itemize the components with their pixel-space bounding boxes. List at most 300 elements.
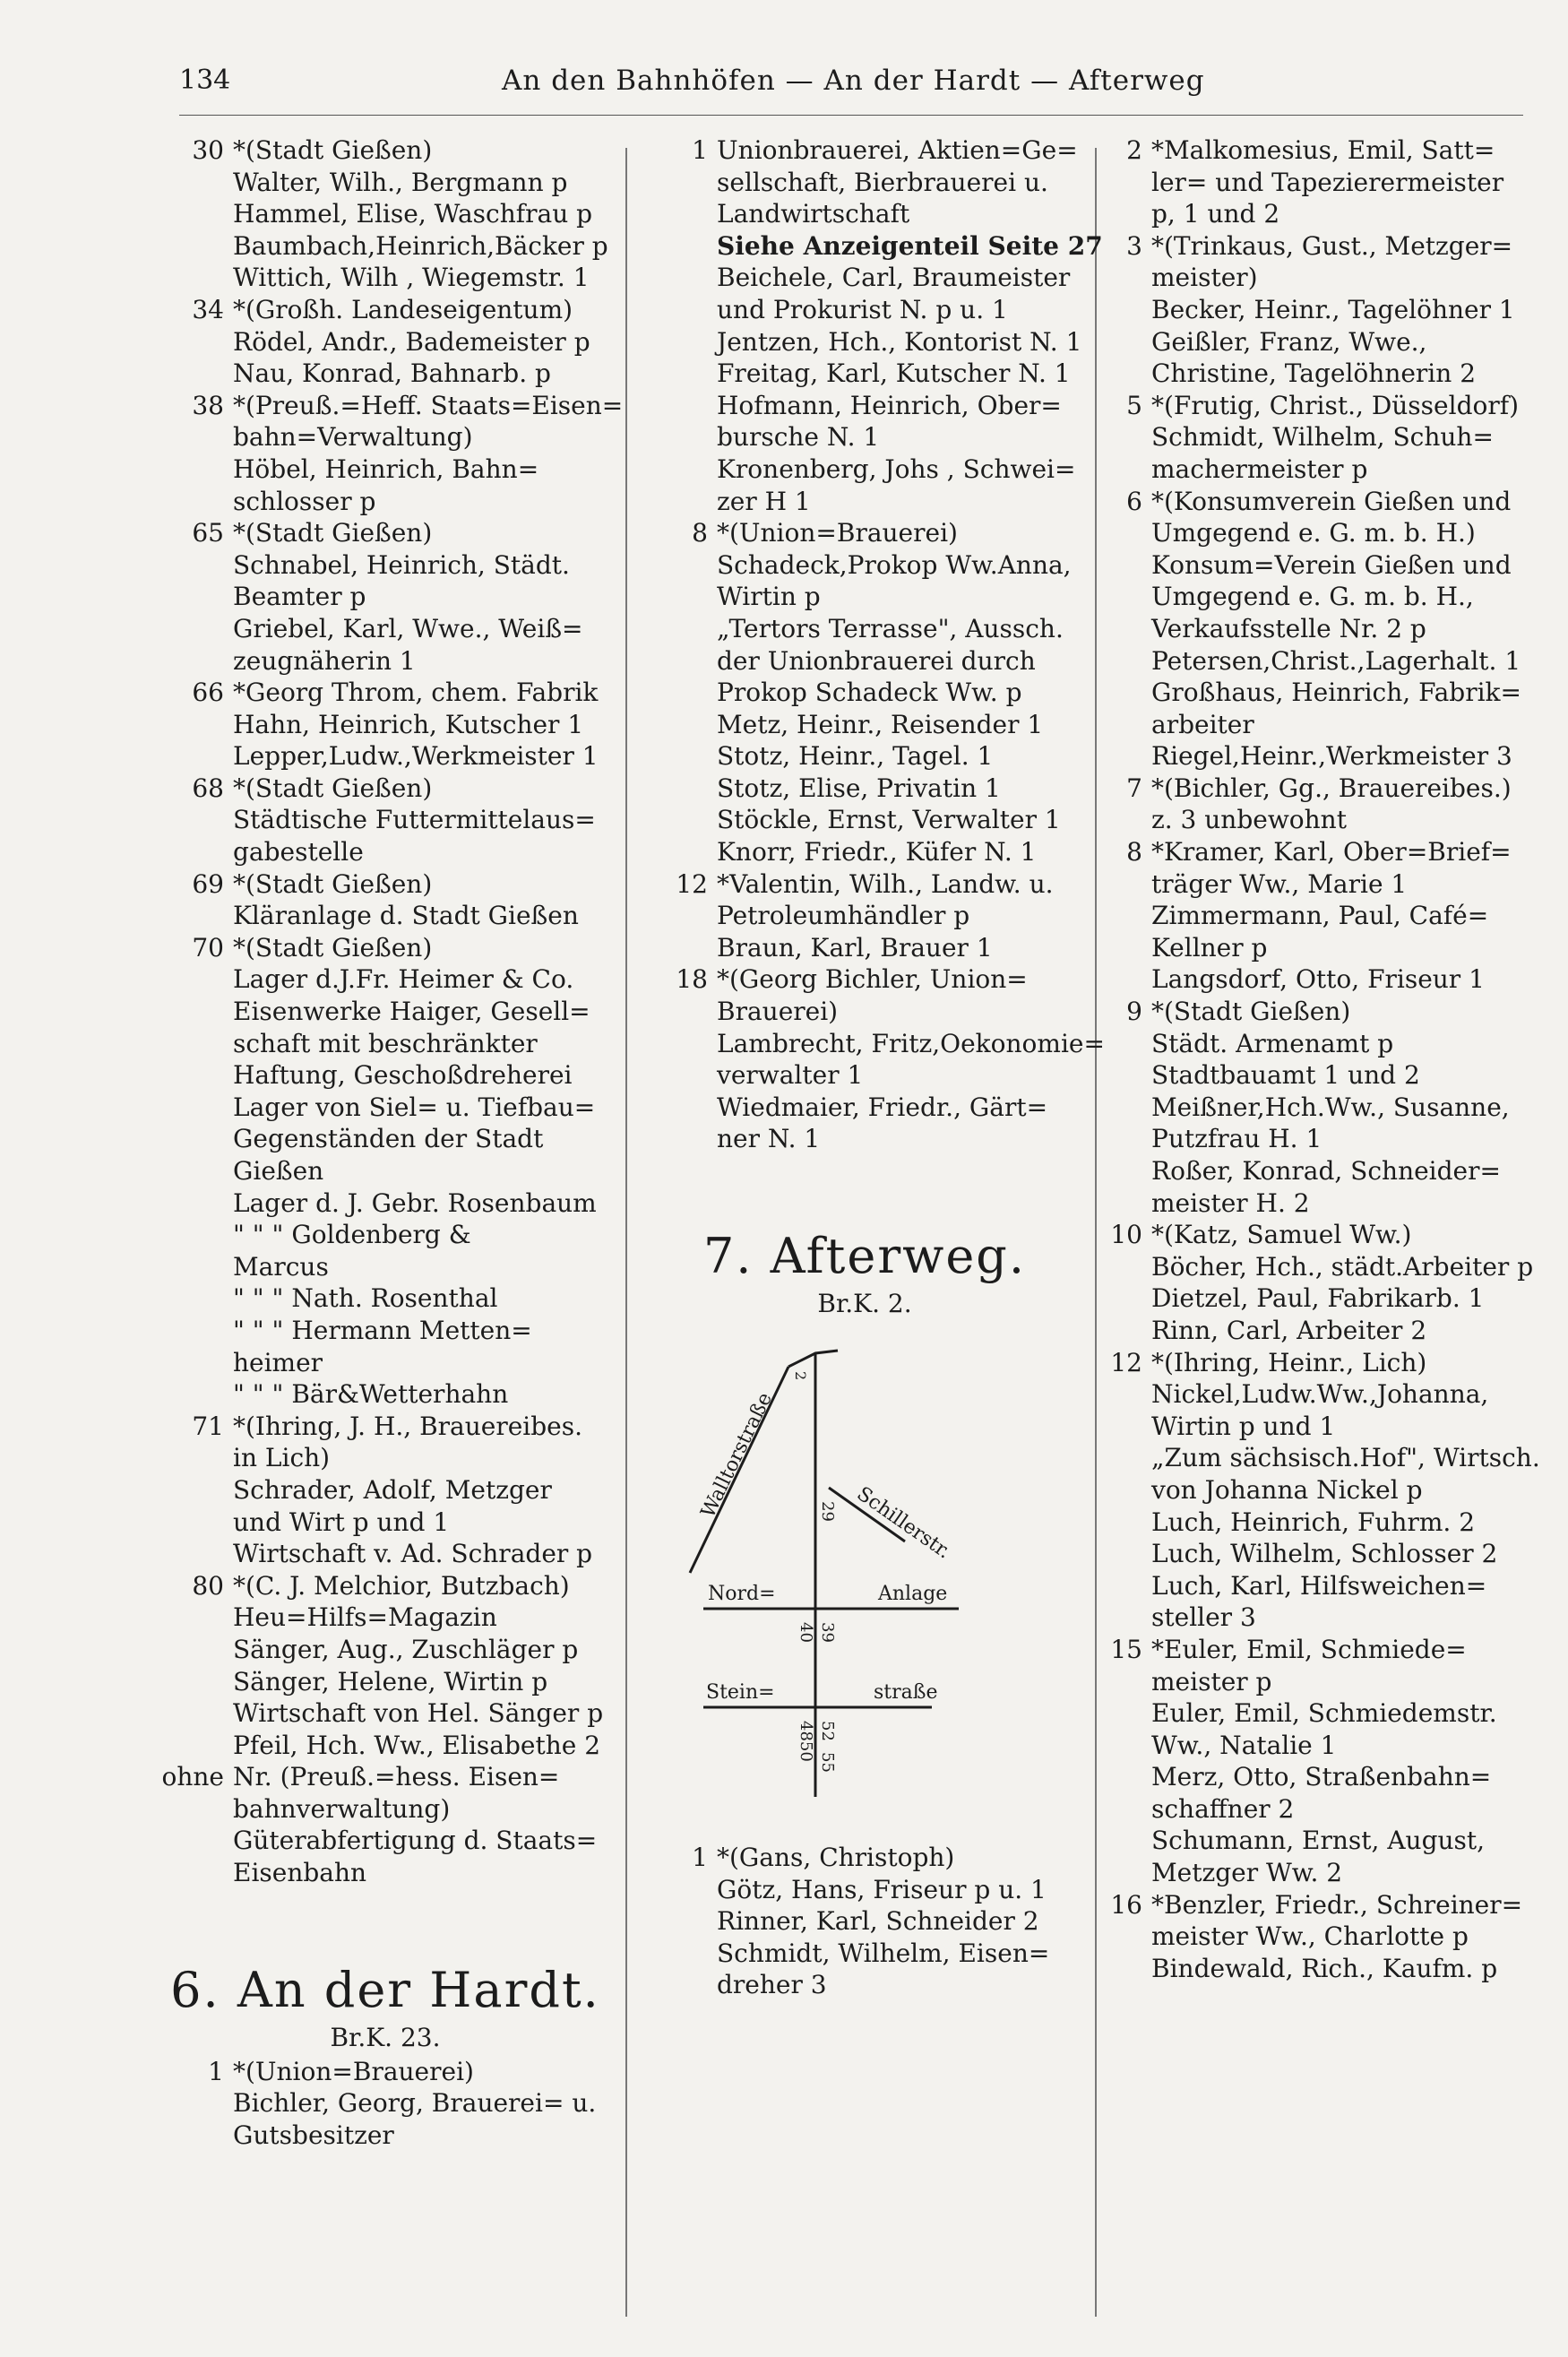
entry-line (641, 1874, 1089, 1906)
entry-text: verwalter 1 (717, 1060, 864, 1091)
entry-text: Knorr, Friedr., Küfer N. 1 (717, 837, 1037, 868)
entry-text: *(Union=Brauerei) (233, 2056, 474, 2086)
entry-line (157, 1219, 614, 1251)
entry-text: *(Ihring, Heinr., Lich) (1151, 1347, 1427, 1377)
entry-line (157, 1187, 614, 1220)
entry-line (1075, 1059, 1541, 1092)
entry-text: *(Preuß.=Heff. Staats=Eisen= (233, 390, 624, 420)
house-number: 18 (676, 964, 708, 995)
entry-line (1075, 1028, 1541, 1060)
entry-line (157, 1155, 614, 1187)
map-number-2: 2 (792, 1371, 809, 1381)
entry-text: Beichele, Carl, Braumeister (717, 263, 1071, 293)
house-number: 8 (1126, 837, 1142, 868)
entry-line (157, 421, 614, 453)
entry-text: Stotz, Heinr., Tagel. 1 (717, 741, 994, 772)
entry-line (157, 2056, 614, 2088)
entry-line (1075, 1634, 1541, 1666)
entry-text: Rödel, Andr., Bademeister p (233, 326, 590, 357)
house-number: 34 (192, 294, 224, 324)
house-number: 68 (192, 773, 224, 803)
entry-line (157, 1059, 614, 1092)
entry-text: Schadeck,Prokop Ww.Anna, (717, 549, 1072, 580)
entry-line (641, 517, 1089, 549)
section-6-subtitle: Br.K. 23. (330, 2022, 441, 2052)
entry-line (1075, 390, 1541, 422)
entry-line (641, 167, 1089, 199)
entry-text: Hammel, Elise, Waschfrau p (233, 199, 593, 229)
entry-line (1075, 1889, 1541, 1921)
entry-text: Städtische Futtermittelaus= (233, 805, 596, 835)
entry-text: Gießen (233, 1156, 324, 1186)
entry-line (1075, 230, 1541, 263)
entry-line (157, 1347, 614, 1379)
entry-line (157, 1282, 614, 1315)
entry-text: Walter, Wilh., Bergmann p (233, 167, 568, 197)
entry-line (641, 1092, 1089, 1124)
entry-line (1075, 1507, 1541, 1539)
entry-text: Petersen,Christ.,Lagerhalt. 1 (1151, 645, 1521, 676)
entry-line (1075, 1953, 1541, 1985)
entry-text: Roßer, Konrad, Schneider= (1151, 1156, 1501, 1186)
entry-line (157, 1251, 614, 1283)
section-6-entries (157, 2056, 614, 2152)
entry-text: dreher 3 (717, 1970, 827, 2000)
house-number: 1 (692, 1843, 708, 1872)
entry-text: und Prokurist N. p u. 1 (717, 294, 1008, 324)
map-number-40: 40 (797, 1622, 815, 1643)
map-label-nord: Nord= (708, 1583, 776, 1605)
entry-line (157, 1730, 614, 1762)
entry-text: Kellner p (1151, 932, 1268, 963)
entry-line (1075, 996, 1541, 1028)
house-number: 2 (1126, 135, 1142, 165)
map-number-55: 55 (818, 1752, 837, 1773)
entry-text: und Wirt p und 1 (233, 1507, 450, 1537)
house-number: 5 (1126, 390, 1142, 420)
entry-text: Großhaus, Heinrich, Fabrik= (1151, 678, 1521, 708)
entry-line (1075, 1761, 1541, 1793)
entry-text: Putzfrau H. 1 (1151, 1124, 1322, 1154)
entry-line (641, 230, 1103, 263)
entry-line (157, 198, 614, 230)
entry-line (157, 1474, 614, 1507)
entry-text: von Johanna Nickel p (1151, 1474, 1423, 1505)
entry-line (157, 230, 614, 263)
entry-text: zeugnäherin 1 (233, 645, 416, 676)
running-title: An den Bahnhöfen — An der Hardt — Afterweg (502, 65, 1205, 97)
entry-line (641, 1059, 1089, 1092)
entry-text: *(Ihring, J. H., Brauereibes. (233, 1411, 583, 1441)
column-2 (641, 134, 1105, 2001)
entry-line (641, 358, 1089, 390)
entry-text: Beamter p (233, 582, 366, 612)
entry-line (157, 932, 614, 964)
entry-text: Lager von Siel= u. Tiefbau= (233, 1092, 596, 1122)
entry-text: Landwirtschaft (717, 199, 910, 229)
entry-line (1075, 740, 1541, 773)
entry-text: Gegenständen der Stadt (233, 1124, 544, 1154)
entry-line (157, 868, 614, 901)
entry-text: sellschaft, Bierbrauerei u. (717, 167, 1048, 197)
entry-text: Schumann, Ernst, August, (1151, 1826, 1486, 1856)
entry-line (641, 868, 1089, 901)
entry-text: Wittich, Wilh , Wiegemstr. 1 (233, 263, 590, 293)
entry-line (157, 1825, 614, 1857)
entry-line (157, 1602, 614, 1634)
entry-line (157, 581, 614, 613)
entry-text: *Euler, Emil, Schmiede= (1151, 1634, 1467, 1664)
column-1-entries (157, 134, 624, 1889)
entry-line (157, 167, 614, 199)
entry-line (157, 677, 614, 709)
entry-line (157, 740, 614, 773)
entry-line (1075, 932, 1541, 964)
house-number: 10 (1110, 1220, 1142, 1250)
map-label-schillerstr: Schillerstr. (852, 1482, 955, 1564)
entry-line (641, 613, 1089, 645)
house-number: 1 (208, 2056, 224, 2086)
entry-line (157, 262, 614, 294)
entry-line (641, 486, 1089, 518)
entry-line (1075, 1378, 1541, 1411)
entry-line (157, 390, 624, 422)
entry-line (157, 645, 614, 678)
entry-text: Metz, Heinr., Reisender 1 (717, 709, 1044, 739)
entry-line (1075, 1730, 1541, 1762)
header-rule (179, 115, 1523, 116)
column-divider-left (625, 148, 627, 2317)
house-number: 65 (192, 518, 224, 548)
entry-line (157, 1092, 614, 1124)
entry-line (1075, 900, 1541, 932)
entry-line (157, 549, 614, 582)
entry-line (1075, 1315, 1541, 1347)
entry-line (641, 326, 1089, 358)
entry-text: " " " Bär&Wetterhahn (233, 1379, 509, 1410)
entry-text: Nau, Konrad, Bahnarb. p (233, 358, 551, 389)
entry-line (641, 773, 1089, 805)
entry-text: in Lich) (233, 1443, 331, 1473)
entry-line (1075, 868, 1541, 901)
entry-line (1075, 709, 1541, 741)
house-number: 12 (1110, 1347, 1142, 1377)
street-map (681, 1331, 1057, 1833)
entry-text: schaffner 2 (1151, 1793, 1295, 1824)
entry-line (1075, 1282, 1541, 1315)
entry-text: Höbel, Heinrich, Bahn= (233, 453, 539, 484)
entry-text: arbeiter (1151, 709, 1254, 739)
entry-text: Hofmann, Heinrich, Ober= (717, 390, 1062, 420)
entry-text: Haftung, Geschoßdreherei (233, 1060, 573, 1091)
house-number: 15 (1110, 1634, 1142, 1664)
entry-text: meister Ww., Charlotte p (1151, 1921, 1469, 1952)
entry-line (1075, 1602, 1541, 1634)
house-number: 6 (1126, 486, 1142, 516)
entry-text: Böcher, Hch., städt.Arbeiter p (1151, 1251, 1534, 1282)
section-7-subtitle: Br.K. 2. (817, 1289, 912, 1318)
page-number: 134 (179, 65, 231, 96)
entry-text: Wirtin p (717, 582, 821, 612)
entry-line (157, 1442, 614, 1474)
entry-text: Verkaufsstelle Nr. 2 p (1151, 613, 1426, 643)
entry-line (157, 1378, 614, 1411)
entry-text: Unionbrauerei, Aktien=Ge= (717, 135, 1078, 165)
entry-text: " " " Goldenberg & (233, 1220, 471, 1250)
entry-text: schaft mit beschränkter (233, 1028, 538, 1058)
entry-line (1075, 262, 1541, 294)
entry-line (1075, 486, 1541, 518)
entry-text: Kläranlage d. Stadt Gießen (233, 901, 579, 931)
entry-line (1075, 167, 1541, 199)
entry-text: heimer (233, 1347, 323, 1377)
entry-line (157, 613, 614, 645)
entry-text: Ww., Natalie 1 (1151, 1730, 1337, 1760)
entry-line (1075, 804, 1541, 836)
house-number: 16 (1110, 1889, 1142, 1920)
entry-text: *(Stadt Gießen) (233, 868, 433, 899)
entry-line (1075, 1793, 1541, 1826)
entry-text: Kronenberg, Johs , Schwei= (717, 453, 1076, 484)
map-label-strasse: straße (874, 1681, 938, 1704)
entry-text: Luch, Karl, Hilfsweichen= (1151, 1570, 1487, 1601)
entry-line (157, 1315, 614, 1347)
page-header (179, 65, 1523, 118)
entry-text: bahn=Verwaltung) (233, 422, 473, 453)
section-gap (157, 1889, 614, 1961)
entry-text: Götz, Hans, Friseur p u. 1 (717, 1874, 1047, 1904)
entry-line (157, 1793, 614, 1826)
entry-text: Baumbach,Heinrich,Bäcker p (233, 230, 608, 261)
entry-line (157, 486, 614, 518)
house-number: ohne (161, 1762, 224, 1792)
entry-line (157, 294, 614, 326)
entry-text: bursche N. 1 (717, 422, 880, 453)
entry-text: z. 3 unbewohnt (1151, 805, 1347, 835)
entry-line (641, 804, 1089, 836)
entry-text: Wirtschaft von Hel. Sänger p (233, 1698, 604, 1729)
entry-text: Merz, Otto, Straßenbahn= (1151, 1762, 1492, 1792)
house-number: 3 (1126, 230, 1142, 261)
entry-text: Metzger Ww. 2 (1151, 1858, 1343, 1888)
entry-line (157, 1028, 614, 1060)
entry-line (641, 581, 1089, 613)
entry-text: Euler, Emil, Schmiedemstr. (1151, 1698, 1497, 1729)
entry-text: Griebel, Karl, Wwe., Weiß= (233, 613, 583, 643)
entry-text: meister p (1151, 1666, 1272, 1697)
entry-text: ner N. 1 (717, 1124, 821, 1154)
entry-text: *(Georg Bichler, Union= (717, 964, 1028, 995)
entry-line (157, 1666, 614, 1698)
entry-text: " " " Nath. Rosenthal (233, 1283, 498, 1314)
column-1 (157, 134, 624, 2151)
entry-text: Eisenwerke Haiger, Gesell= (233, 997, 590, 1027)
entry-line (157, 1570, 614, 1602)
entry-line (1075, 358, 1541, 390)
map-label-stein: Stein= (706, 1681, 775, 1704)
entry-line (157, 709, 614, 741)
entry-text: *Kramer, Karl, Ober=Brief= (1151, 837, 1512, 868)
entry-text: Luch, Heinrich, Fuhrm. 2 (1151, 1507, 1476, 1537)
entry-line (641, 421, 1089, 453)
entry-line (641, 294, 1089, 326)
entry-text: Stöckle, Ernst, Verwalter 1 (717, 805, 1061, 835)
entry-text: Nr. (Preuß.=hess. Eisen= (233, 1762, 560, 1792)
entry-text: *(Frutig, Christ., Düsseldorf) (1151, 390, 1520, 420)
entry-text: Heu=Hilfs=Magazin (233, 1602, 497, 1633)
entry-text: Siehe Anzeigenteil Seite 27 (717, 230, 1103, 261)
entry-text: Schnabel, Heinrich, Städt. (233, 549, 570, 580)
entry-line (157, 1538, 614, 1570)
entry-line (641, 740, 1089, 773)
entry-line (157, 1507, 614, 1539)
entry-text: „Tertors Terrasse", Aussch. (717, 613, 1064, 643)
section-7-title: 7. Afterweg. (702, 1228, 1027, 1284)
map-label-anlage: Anlage (878, 1583, 948, 1605)
entry-line (641, 1969, 1089, 2001)
entry-text: machermeister p (1151, 453, 1368, 484)
entry-line (641, 932, 1089, 964)
entry-text: Städt. Armenamt p (1151, 1028, 1394, 1058)
entry-text: *(Trinkaus, Gust., Metzger= (1151, 230, 1513, 261)
entry-text: Hahn, Heinrich, Kutscher 1 (233, 709, 584, 739)
entry-line (157, 963, 614, 996)
entry-text: *Benzler, Friedr., Schreiner= (1151, 1889, 1523, 1920)
entry-line (641, 1028, 1105, 1060)
entry-text: meister) (1151, 263, 1258, 293)
entry-text: *(Katz, Samuel Ww.) (1151, 1220, 1412, 1250)
entry-text: *(Bichler, Gg., Brauereibes.) (1151, 773, 1512, 803)
entry-text: Schmidt, Wilhelm, Eisen= (717, 1938, 1050, 1968)
entry-text: *Malkomesius, Emil, Satt= (1151, 135, 1495, 165)
house-number: 30 (192, 135, 224, 165)
entry-line (1075, 1155, 1541, 1187)
entry-text: p, 1 und 2 (1151, 199, 1280, 229)
house-number: 38 (192, 390, 224, 420)
entry-line (157, 996, 614, 1028)
entry-text: „Zum sächsisch.Hof", Wirtsch. (1151, 1443, 1540, 1473)
entry-text: Rinner, Karl, Schneider 2 (717, 1906, 1039, 1937)
column-3 (1075, 134, 1541, 1984)
entry-text: Geißler, Franz, Wwe., (1151, 326, 1427, 357)
entry-text: Brauerei) (717, 997, 839, 1027)
entry-text: Schrader, Adolf, Metzger (233, 1474, 552, 1505)
entry-line (641, 1842, 1089, 1874)
entry-text: Sänger, Helene, Wirtin p (233, 1666, 548, 1697)
entry-line (1075, 1697, 1541, 1730)
entry-line (1075, 1251, 1541, 1283)
entry-line (1075, 1857, 1541, 1889)
entry-line (1075, 836, 1541, 868)
entry-text: Lager d. J. Gebr. Rosenbaum (233, 1187, 597, 1218)
entry-line (157, 1697, 614, 1730)
entry-line (641, 453, 1089, 486)
entry-text: *(C. J. Melchior, Butzbach) (233, 1570, 570, 1601)
entry-text: steller 3 (1151, 1602, 1256, 1633)
entry-text: Stotz, Elise, Privatin 1 (717, 773, 1001, 803)
entry-text: Nickel,Ludw.Ww.,Johanna, (1151, 1379, 1489, 1410)
entry-text: ler= und Tapezierermeister (1151, 167, 1504, 197)
entry-text: Pfeil, Hch. Ww., Elisabethe 2 (233, 1730, 601, 1760)
entry-line (1075, 549, 1541, 582)
map-label-walltorstrasse: Walltorstraße (696, 1389, 778, 1522)
entry-text: Marcus (233, 1251, 329, 1282)
entry-text: Jentzen, Hch., Kontorist N. 1 (717, 326, 1082, 357)
entry-line (641, 677, 1089, 709)
entry-line (1075, 134, 1541, 167)
house-number: 69 (192, 868, 224, 899)
entry-line (641, 390, 1089, 422)
entry-line (641, 996, 1089, 1028)
entry-line (1075, 1442, 1541, 1474)
entry-text: Wiedmaier, Friedr., Gärt= (717, 1092, 1048, 1122)
entry-line (641, 134, 1089, 167)
entry-line (1075, 1825, 1541, 1857)
entry-text: träger Ww., Marie 1 (1151, 868, 1408, 899)
entry-line (157, 517, 614, 549)
entry-line (641, 1123, 1089, 1155)
entry-text: Luch, Wilhelm, Schlosser 2 (1151, 1539, 1498, 1569)
entry-text: Konsum=Verein Gießen und (1151, 549, 1512, 580)
entry-line (157, 900, 614, 932)
entry-text: Langsdorf, Otto, Friseur 1 (1151, 964, 1485, 995)
entry-line (157, 1857, 614, 1889)
house-number: 7 (1126, 773, 1142, 803)
entry-line (641, 645, 1089, 678)
entry-line (1075, 1347, 1541, 1379)
entry-text: Meißner,Hch.Ww., Susanne, (1151, 1092, 1510, 1122)
entry-text: Prokop Schadeck Ww. p (717, 678, 1022, 708)
entry-text: Bindewald, Rich., Kaufm. p (1151, 1953, 1498, 1983)
entry-text: schlosser p (233, 486, 376, 516)
entry-line (1075, 421, 1541, 453)
section-7-entries (641, 1842, 1089, 2001)
entry-text: bahnverwaltung) (233, 1793, 451, 1824)
entry-text: Dietzel, Paul, Fabrikarb. 1 (1151, 1283, 1485, 1314)
entry-line (1075, 1921, 1541, 1953)
entry-text: Freitag, Karl, Kutscher N. 1 (717, 358, 1071, 389)
entry-line (1075, 294, 1541, 326)
entry-text: Riegel,Heinr.,Werkmeister 3 (1151, 741, 1512, 772)
entry-line (157, 773, 614, 805)
entry-line (1075, 1092, 1541, 1124)
entry-line (1075, 453, 1541, 486)
entry-text: zer H 1 (717, 486, 811, 516)
entry-text: Umgegend e. G. m. b. H., (1151, 582, 1474, 612)
entry-line (1075, 1219, 1541, 1251)
entry-line (1075, 645, 1541, 678)
entry-line (1075, 613, 1541, 645)
entry-line (641, 262, 1089, 294)
entry-text: Becker, Heinr., Tagelöhner 1 (1151, 294, 1515, 324)
entry-line (157, 804, 614, 836)
entry-line (1075, 1474, 1541, 1507)
entry-text: *(Stadt Gießen) (1151, 997, 1351, 1027)
entry-line (157, 1761, 614, 1793)
entry-text: *(Stadt Gießen) (233, 518, 433, 548)
map-number-29: 29 (818, 1501, 837, 1522)
top-corner-line (788, 1351, 838, 1367)
house-number: 70 (192, 932, 224, 963)
entry-line (641, 198, 1089, 230)
entry-line (1075, 1538, 1541, 1570)
entry-line (157, 2120, 614, 2152)
entry-text: Sänger, Aug., Zuschläger p (233, 1634, 579, 1664)
entry-text: *(Union=Brauerei) (717, 518, 958, 548)
column-2-entries (641, 134, 1105, 1155)
entry-text: *(Stadt Gießen) (233, 773, 433, 803)
entry-text: Gutsbesitzer (233, 2120, 394, 2150)
